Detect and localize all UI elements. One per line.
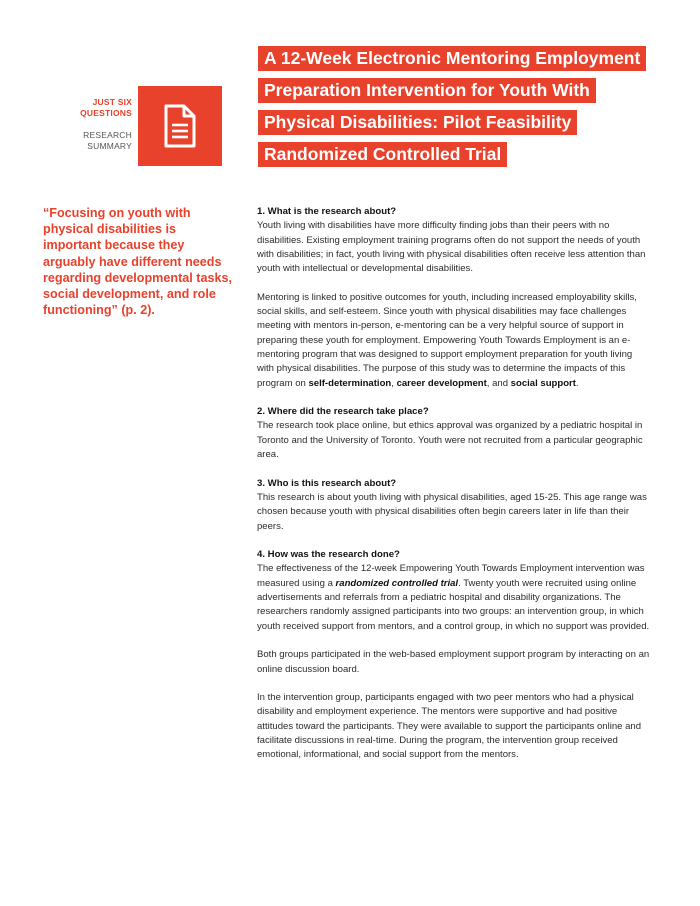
paragraph: Both groups participated in the web-based employment support program by interacting on an online discussion board. — [257, 649, 650, 675]
section-what — [257, 205, 650, 391]
doc-type-line2: SUMMARY — [87, 141, 132, 151]
document-type-tag — [40, 130, 132, 152]
term-randomized-controlled-trial: randomized controlled trial — [335, 577, 459, 589]
title-line-1: A 12-Week Electronic Mentoring Employment — [258, 46, 646, 71]
term-career-development: career development — [396, 377, 487, 389]
title-line-4: Randomized Controlled Trial — [258, 142, 507, 167]
doc-type-line1: RESEARCH — [83, 130, 132, 140]
term-self-determination: self-determination — [308, 377, 392, 389]
paragraph: This research is about youth living with physical disabilities, aged 15-25. This age range was chosen because youth with physical disabilities often begin careers later in life than their peers. — [257, 491, 647, 532]
series-label-line2: QUESTIONS — [80, 108, 132, 118]
series-tag — [40, 97, 132, 119]
section-heading: 2. Where did the research take place? — [257, 406, 429, 418]
section-heading: 1. What is the research about? — [257, 206, 397, 217]
section-heading: 3. Who is this research about? — [257, 477, 397, 489]
section-how — [257, 548, 650, 762]
title-line-2: Preparation Intervention for Youth With — [258, 78, 596, 103]
document-icon — [138, 86, 222, 166]
section-where — [257, 405, 650, 462]
section-who — [257, 477, 650, 534]
paragraph: The research took place online, but ethics approval was organized by a pediatric hospital in Toronto and the University of Toronto. Youth were not recruited from a particular geographic area. — [257, 420, 643, 461]
paragraph: The effectiveness of the 12-week Empowering Youth Towards Employment intervention was measured using a randomized controlled trial. Twenty youth were recruited using online advertisements and referrals from a pediatric hospital and disability organizations. The researchers randomly assigned participants into two groups: an intervention group, in which youth received support from mentors, and a control group, in which no support was provided. — [257, 563, 650, 632]
paragraph: In the intervention group, participants engaged with two peer mentors who had a physical disability and employment experience. The mentors were supportive and had positive attitudes toward the participants. They were available to support the participants online and facilitate discussions in real-time. During the program, the intervention group received emotional, informational, and social support from the mentors. — [257, 692, 642, 761]
paragraph: Youth living with disabilities have more difficulty finding jobs than their peers with no disabilities. Existing employment training programs often do not support the needs of youth with disabilities; in fact, youth living with physical disabilities often receive less attention than youth with intellectual or developmental disabilities. — [257, 220, 646, 275]
paragraph: Mentoring is linked to positive outcomes for youth, including increased employability skills, social skills, and self-esteem. Since youth with physical disabilities may face challenges meeting with mentors in-person, e-mentoring can be a very helpful source of support in preparing these youth for employment. Empowering Youth Towards Employment is an e-mentoring program that was designed to support employment preparation for youth living with physical disabilities. The purpose of this study was to determine the impacts of this program on self-determination, career development, and social support. — [257, 291, 637, 389]
section-heading: 4. How was the research done? — [257, 549, 400, 561]
term-social-support: social support — [510, 377, 576, 389]
main-content — [257, 205, 650, 777]
pull-quote: “Focusing on youth with physical disabilities is important because they arguably have different needs regarding developmental tasks, social development, and role functioning” (p. 2). — [43, 206, 232, 318]
document-title — [258, 46, 678, 174]
series-label-line1: JUST SIX — [92, 97, 132, 107]
title-line-3: Physical Disabilities: Pilot Feasibility — [258, 110, 577, 135]
